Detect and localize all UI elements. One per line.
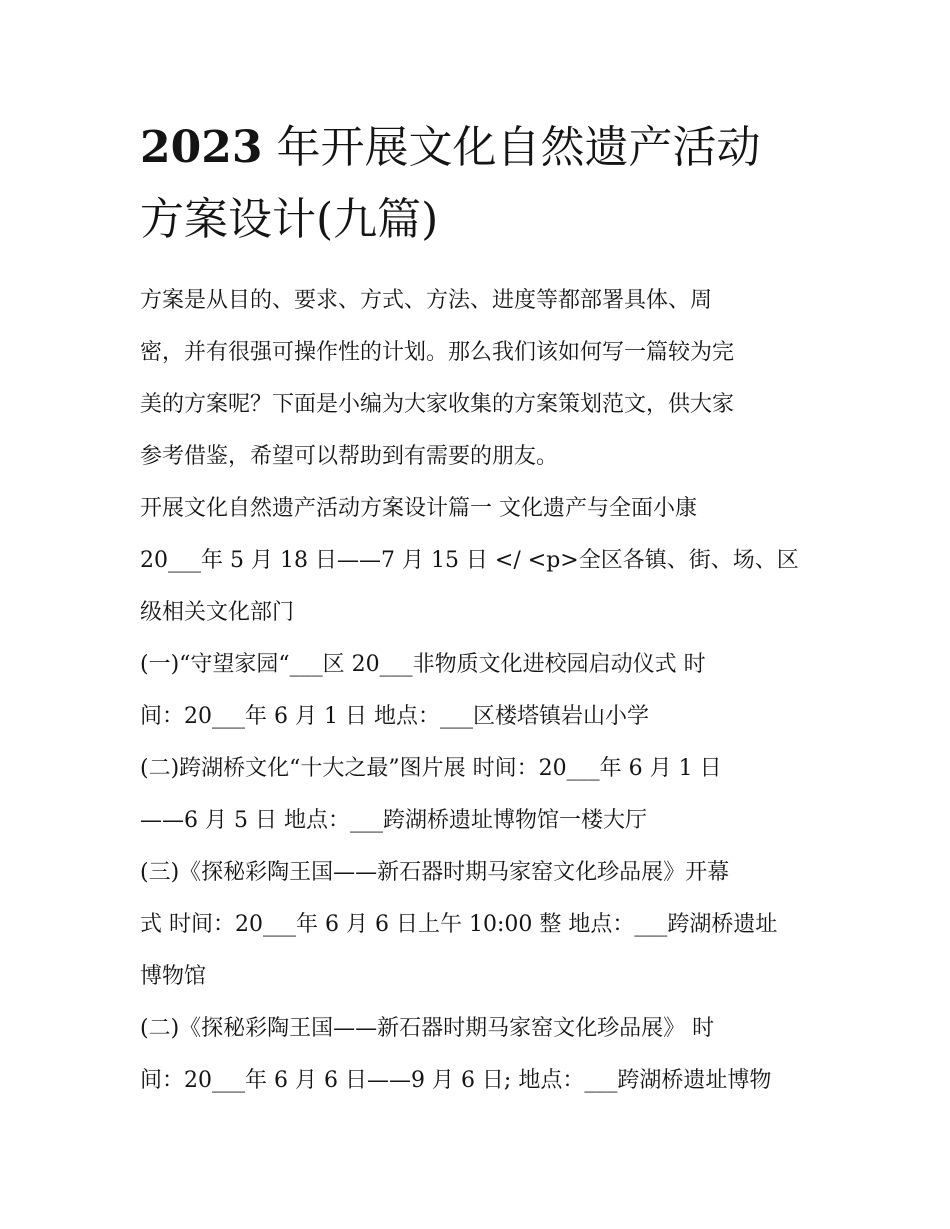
title-line-2: 方案设计(九篇) xyxy=(140,194,439,245)
body-line: 美的方案呢？下面是小编为大家收集的方案策划范文，供大家 xyxy=(140,392,735,417)
list-item-line: (二)跨湖桥文化“十大之最”图片展 时间：20___年 6 月 1 日 xyxy=(140,756,722,781)
document-body xyxy=(140,278,830,1110)
section-heading-line: 开展文化自然遗产活动方案设计篇一 文化遗产与全面小康 xyxy=(140,496,697,521)
list-item-line: ——6 月 5 日 地点：___跨湖桥遗址博物馆一楼大厅 xyxy=(140,808,647,833)
list-item-line: 间：20___年 6 月 1 日 地点：___区楼塔镇岩山小学 xyxy=(140,704,649,729)
list-item-line: (二)《探秘彩陶王国——新石器时期马家窑文化珍品展》 时 xyxy=(140,1016,715,1041)
body-line: 20___年 5 月 18 日——7 月 15 日 </ <p>全区各镇、街、场、区 xyxy=(140,548,799,573)
title-year: 2023 xyxy=(140,122,263,173)
title-line-1 xyxy=(140,112,830,184)
list-item-line: 式 时间：20___年 6 月 6 日上午 10:00 整 地点：___跨湖桥遗址 xyxy=(140,912,778,937)
list-item-line: (一)“守望家园“___区 20___非物质文化进校园启动仪式 时 xyxy=(140,652,706,677)
list-item-line: 间：20___年 6 月 6 日——9 月 6 日; 地点：___跨湖桥遗址博物 xyxy=(140,1068,772,1093)
list-item-line: (三)《探秘彩陶王国——新石器时期马家窑文化珍品展》开幕 xyxy=(140,860,730,885)
body-line: 参考借鉴，希望可以帮助到有需要的朋友。 xyxy=(140,444,559,469)
body-line: 密，并有很强可操作性的计划。那么我们该如何写一篇较为完 xyxy=(140,340,735,365)
body-line: 方案是从目的、要求、方式、方法、进度等都部署具体、周 xyxy=(140,288,713,313)
page-title xyxy=(140,112,830,256)
body-line: 级相关文化部门 xyxy=(140,600,295,625)
list-item-line: 博物馆 xyxy=(140,964,207,989)
title-line-1-text: 年开展文化自然遗产活动 xyxy=(262,122,761,173)
